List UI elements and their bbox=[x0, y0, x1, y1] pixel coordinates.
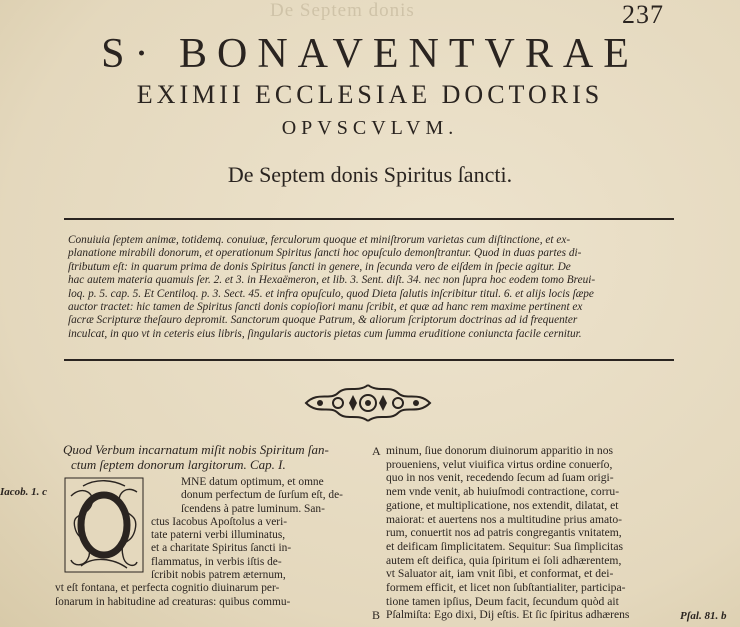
body-line: nem vnde venit, ab huiuſmodi contractione, corru- bbox=[386, 485, 620, 499]
margin-note-right: Pſal. 81. b bbox=[680, 610, 727, 622]
bleed-through-text: De Septem donis bbox=[270, 0, 415, 21]
heading-line: ctum ſeptem donorum largitorum. Cap. I. bbox=[71, 457, 286, 472]
summary-paragraph bbox=[68, 234, 678, 341]
body-line: ſonarum in habitudine ad creaturas: quibus commu- bbox=[55, 595, 291, 608]
heading-line: Quod Verbum incarnatum miſit nobis Spiritum ſan- bbox=[63, 442, 329, 457]
chapter-heading bbox=[63, 442, 368, 472]
section-marker-b: B bbox=[372, 608, 381, 622]
body-line: formem efficit, et licet non ſubſtantialiter, participa- bbox=[386, 581, 626, 595]
body-line: minum, ſiue donorum diuinorum apparitio in nos bbox=[386, 444, 614, 457]
section-marker-a: A bbox=[372, 444, 381, 458]
body-line: et a charitate Spiritus ſancti in- bbox=[151, 542, 292, 555]
body-line: maiorat: et auertens nos a multitudine prius amato- bbox=[386, 512, 622, 526]
body-line: tate paterni verbi illuminatus, bbox=[151, 529, 286, 542]
summary-line: inculcat, in quo vt in ceteris eius libris, ſingularis auctoris pietas cum ſumma eruditione coniuncta facile cernitur. bbox=[68, 327, 582, 340]
body-line: MNE datum optimum, et omne bbox=[181, 476, 324, 488]
author-subtitle: EXIMII ECCLESIAE DOCTORIS bbox=[136, 80, 604, 109]
top-rule bbox=[64, 218, 674, 220]
body-line: donum perfectum de ſurſum eſt, de- bbox=[181, 489, 343, 502]
margin-note-left: Iacob. 1. c bbox=[0, 486, 48, 498]
summary-line: Conuiuia ſeptem animæ, totidemq. conuiuæ, ferculorum quoque et miniſtrorum varietas cum diſtinctione, et ex- bbox=[68, 234, 571, 246]
ornament-icon bbox=[298, 381, 438, 425]
body-line: Pſalmiſta: Ego dixi, Dij eſtis. Et ſic ſpiritus adhærens bbox=[386, 608, 630, 622]
work-title: De Septem donis Spiritus ſancti. bbox=[227, 162, 513, 187]
body-line: et deificam ſimplicitatem. Sequitur: Sua ſimplicitas bbox=[386, 539, 623, 553]
summary-line: ſtributum eſt: in quarum prima de donis Spiritus ſancti in genere, in ſecunda vero de eiſdem in ſpecie agitur. De bbox=[68, 260, 571, 273]
body-line: ſcribit nobis patrem æternum, bbox=[151, 569, 286, 582]
right-column bbox=[386, 444, 704, 622]
body-line: quo in nos venit, recedendo ſecum ad ſuam origi- bbox=[386, 471, 614, 485]
body-line: vt Saluator ait, iam vnit ſibi, et conformat, et dei- bbox=[386, 567, 614, 581]
left-column bbox=[55, 442, 368, 608]
body-line: ſcendens à patre luminum. San- bbox=[181, 502, 325, 515]
body-line: tione tamen ipſius, Deum facit, ſecundum quòd ait bbox=[386, 594, 619, 608]
chapter-body bbox=[55, 476, 368, 609]
body-line: vt eſt fontana, et perfecta cognitio diuinarum per- bbox=[55, 582, 280, 595]
summary-line: hac autem materia quamuis ſer. 2. et 3. in Hexaëmeron, et lib. 3. Sent. diſt. 34. nec non ſupra hoc eodem tomo Breui- bbox=[68, 274, 596, 287]
body-line: flammatus, in verbis iſtis de- bbox=[151, 555, 282, 568]
body-line: autem eſt deifica, quia ſpiritum ei ſoli adhærentem, bbox=[386, 553, 622, 567]
page-number: 237 bbox=[622, 0, 664, 29]
body-line: proueniens, velut viuifica virtus ordine conuerſo, bbox=[386, 457, 613, 471]
summary-line: ſacræ Scripturæ theſauro depromit. Sanctorum quoque Patrum, & aliorum ſcriptorum doctrinas ad id frequenter bbox=[68, 314, 578, 327]
bottom-rule bbox=[64, 359, 674, 361]
body-line: rum, conuertit nos ad patris congregantis vnitatem, bbox=[386, 526, 622, 540]
summary-line: planatione mirabili donorum, et operationum Spiritus ſancti hoc opuſculo demonſtrantur. Quod in duas partes di- bbox=[68, 247, 582, 260]
summary-line: loq. p. 5. cap. 5. Et Centiloq. p. 3. Sect. 45. et infra opuſculo, quod Dieta ſalutis inſcribitur titul. 6. et alijs locis ſæpe bbox=[68, 287, 594, 300]
work-label: OPVSCVLVM. bbox=[281, 117, 459, 139]
body-line: gatione, et multiplicatione, nos extendit, dilatat, et bbox=[386, 498, 619, 512]
body-line: ctus Iacobus Apoſtolus a veri- bbox=[151, 515, 288, 528]
summary-line: auctor tractet: hic tamen de Spiritus ſancti donis copioſiori manu ſcribit, et quæ ad hanc rem maxime pertinent ex bbox=[68, 301, 583, 314]
author-title: S· BONAVENTVRAE bbox=[101, 31, 639, 77]
